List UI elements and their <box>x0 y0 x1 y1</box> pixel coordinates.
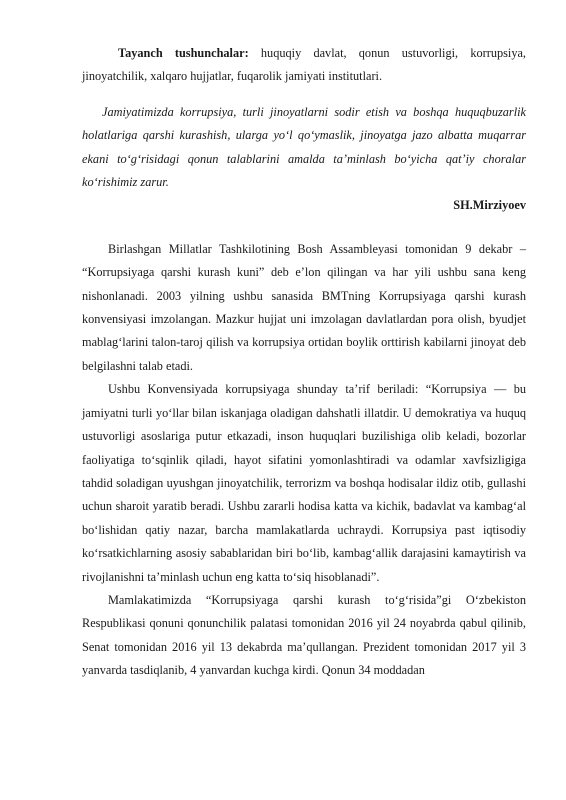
body-paragraph-1: Birlashgan Millatlar Tashkilotining Bosh Assambleyasi tomonidan 9 dekabr – “Korrupsiyaga qarshi kurash kuni” deb e’lon qilingan va har yili ushbu sana keng nishonlanadi. 2003 yilning ushbu sanasida BMTning Korrupsiyaga qarshi kurash konvensiyasi imzolangan. Mazkur hujjat uni imzolagan davlatlardan pora olish, byudjet mablag‘larini talon-taroj qilish va korrupsiya ortidan boylik orttirish kabilarni jinoyat deb belgilashni talab etadi. <box>82 241 526 373</box>
keywords-paragraph <box>82 42 526 89</box>
body-paragraph-3: Mamlakatimizda “Korrupsiyaga qarshi kurash to‘g‘risida”gi O‘zbekiston Respublikasi qonuni qonunchilik palatasi tomonidan 2016 yil 24 noyabrda qabul qilinib, Senat tomonidan 2016 yil 13 dekabrda ma’qullangan. Prezident tomonidan 2017 yil 3 yanvarda tasdiqlanib, 4 yanvardan kuchga kirdi. Qonun 34 moddadan <box>82 592 526 678</box>
page-body <box>82 42 526 683</box>
body-paragraph-2: Ushbu Konvensiyada korrupsiyaga shunday ta’rif beriladi: “Korrupsiya — bu jamiyatni turli yo‘llar bilan iskanjaga oladigan dahshatli illatdir. U demokratiya va huquq ustuvorligi asoslariga putur etkazadi, inson huquqlari buzilishiga olib keladi, bozorlar faoliyatiga to‘sqinlik qiladi, hayot sifatini yomonlashtiradi va odamlar xavfsizligiga tahdid soladigan uyushgan jinoyatchilik, terrorizm va boshqa hodisalar ildiz otib, gullashi uchun sharoit yaratib beradi. Ushbu zararli hodisa katta va kichik, badavlat va kambag‘al bo‘lishidan qatiy nazar, barcha mamlakatlarda uchraydi. Korrupsiya past iqtisodiy ko‘rsatkichlarning asosiy sabablaridan biri bo‘lib, kambag‘allik darajasini kamaytirish va rivojlanishni ta’minlash uchun eng katta to‘siq hisoblanadi”. <box>82 382 526 584</box>
keywords-label: Tayanch tushunchalar: <box>118 46 249 60</box>
epigraph-author: SH.Mirziyoev <box>453 198 526 213</box>
keywords-text: huquqiy davlat, qonun ustuvorligi, korrupsiya, jinoyatchilik, xalqaro hujjatlar, fuqarolik jamiyati institutlari. <box>82 46 526 84</box>
epigraph-quote: Jamiyatimizda korrupsiya, turli jinoyatlarni sodir etish va boshqa huquqbuzarlik holatlariga qarshi kurashish, ularga yo‘l qo‘ymaslik, jinoyatga jazo albatta muqarrar ekani to‘g‘risidagi qonun talablarini amalda ta’minlash bo‘yicha qat’iy choralar ko‘rishimiz zarur. <box>82 104 526 190</box>
